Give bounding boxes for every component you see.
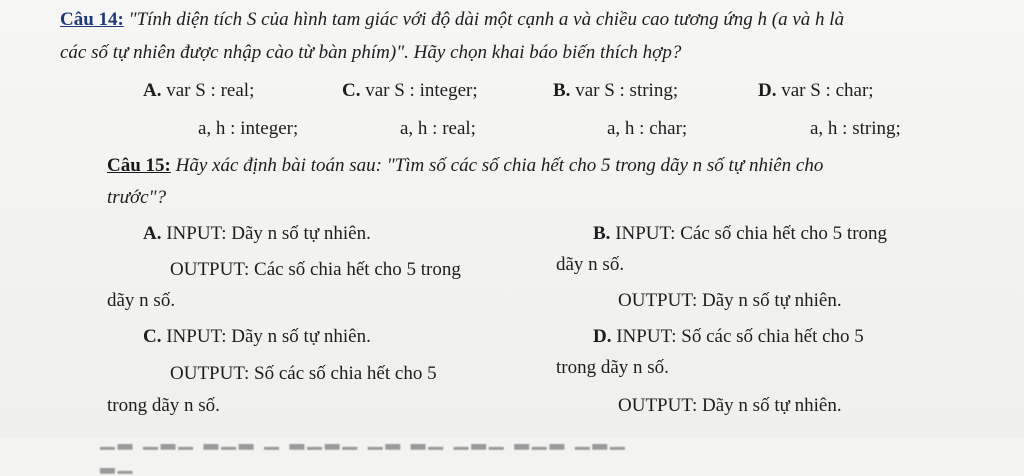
q14-stem-line1 — [60, 8, 844, 32]
q14-option-b — [553, 79, 678, 103]
q15-option-d-output: OUTPUT: Dãy n số tự nhiên. — [618, 395, 842, 416]
q15-option-c-label: C. — [143, 326, 162, 347]
q14-stem-line2: các số tự nhiên được nhập cào từ bàn phím)". Hãy chọn khai báo biến thích hợp? — [60, 42, 682, 63]
q14-option-c — [342, 79, 478, 103]
q15-stem-text1: Hãy xác định bài toán sau: "Tìm số các số chia hết cho 5 trong dãy n số tự nhiên cho — [170, 155, 824, 176]
q15-option-a-output2: dãy n số. — [107, 290, 176, 311]
q15-option-d-input1: INPUT: Số các số chia hết cho 5 — [611, 326, 864, 347]
q14-option-a-line2: a, h : integer; — [198, 118, 299, 139]
q14-option-b-label: B. — [553, 80, 571, 101]
q15-option-d-input2: trong dãy n số. — [556, 357, 669, 378]
q15-option-b-label: B. — [593, 223, 611, 244]
q15-option-b-output: OUTPUT: Dãy n số tự nhiên. — [618, 290, 842, 311]
cut-off-next-line: ▁▂ ▁▂▁ ▂▁▂ ▁ ▂▁▂▁ ▁▂ ▂▁ ▁▂▁ ▂▁▂ ▁▂▁ ▂▁ — [100, 429, 628, 474]
q14-number: Câu 14: — [60, 9, 124, 30]
q14-stem-text1: "Tính diện tích S của hình tam giác với độ dài một cạnh a và chiều cao tương ứng h (a và h là — [123, 9, 845, 30]
q15-stem-line2: trước"? — [107, 187, 167, 208]
q15-option-c-output2: trong dãy n số. — [107, 395, 220, 416]
q15-option-c-output1: OUTPUT: Số các số chia hết cho 5 — [170, 363, 437, 384]
q15-option-b — [593, 222, 887, 246]
q15-option-b-input1: INPUT: Các số chia hết cho 5 trong — [610, 223, 888, 244]
q14-option-a-text: var S : real; — [161, 80, 255, 101]
q14-option-c-label: C. — [342, 80, 361, 101]
q14-option-a-label: A. — [143, 80, 162, 101]
q15-option-a — [143, 222, 371, 246]
q15-option-b-input2: dãy n số. — [556, 254, 625, 275]
q14-option-a — [143, 79, 254, 103]
q14-option-d-label: D. — [758, 80, 777, 101]
q15-option-a-label: A. — [143, 223, 162, 244]
q15-option-c — [143, 325, 371, 349]
q14-option-d-text: var S : char; — [776, 80, 874, 101]
q15-option-c-input: INPUT: Dãy n số tự nhiên. — [161, 326, 371, 347]
q15-option-a-input: INPUT: Dãy n số tự nhiên. — [161, 223, 371, 244]
q15-option-d — [593, 325, 864, 349]
q15-number: Câu 15: — [107, 155, 171, 176]
q14-option-c-line2: a, h : real; — [400, 118, 476, 139]
q14-option-d-line2: a, h : string; — [810, 118, 901, 139]
q14-option-d — [758, 79, 874, 103]
q14-option-c-text: var S : integer; — [360, 80, 478, 101]
q15-option-d-label: D. — [593, 326, 612, 347]
q14-option-b-text: var S : string; — [570, 80, 679, 101]
q15-option-a-output1: OUTPUT: Các số chia hết cho 5 trong — [170, 259, 461, 280]
q14-option-b-line2: a, h : char; — [607, 118, 688, 139]
q15-stem-line1 — [107, 154, 823, 178]
